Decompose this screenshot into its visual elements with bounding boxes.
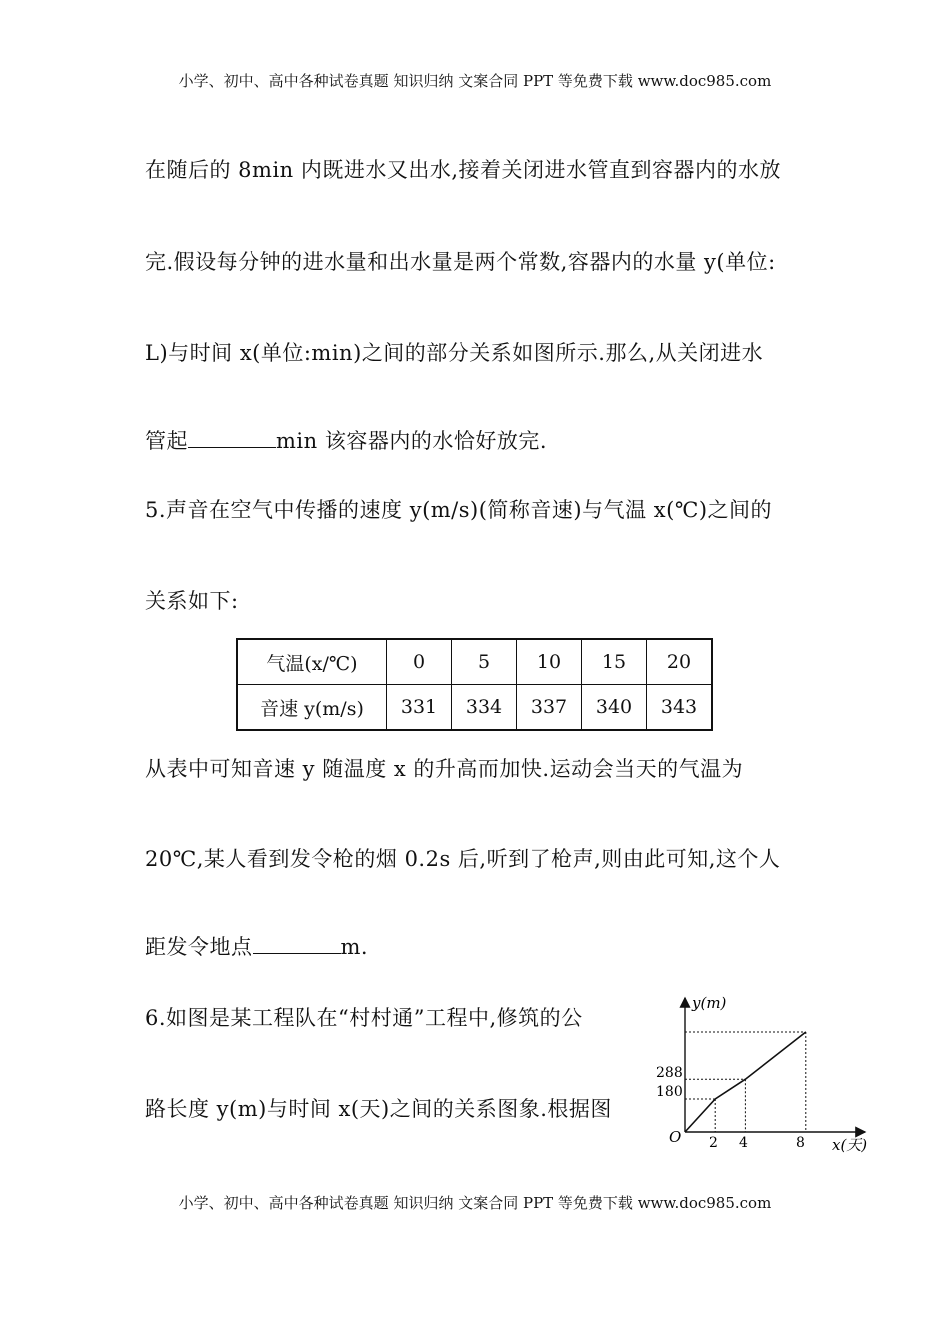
y-tick-label: 180: [656, 1084, 683, 1100]
table-cell: 331: [387, 685, 452, 731]
q5-line-3: 从表中可知音速 y 随温度 x 的升高而加快.运动会当天的气温为: [145, 757, 744, 781]
q4-line-4-pre: 管起: [145, 429, 188, 453]
table-cell: 20: [647, 639, 713, 685]
x-tick-label: 8: [796, 1135, 805, 1151]
table-row: [237, 639, 712, 685]
q5-line-1: 5.声音在空气中传播的速度 y(m/s)(简称音速)与气温 x(℃)之间的: [145, 498, 773, 522]
table-header-temperature: 气温(x/℃): [237, 639, 387, 685]
q4-answer-blank[interactable]: [188, 429, 276, 448]
table-cell: 340: [582, 685, 647, 731]
q4-line-4: [145, 425, 547, 455]
q6-line-2: 路长度 y(m)与时间 x(天)之间的关系图象.根据图: [145, 1097, 612, 1121]
table-row: [237, 685, 712, 731]
table-cell: 15: [582, 639, 647, 685]
x-tick-label: 2: [709, 1135, 718, 1151]
q4-line-2: 完.假设每分钟的进水量和出水量是两个常数,容器内的水量 y(单位:: [145, 250, 776, 274]
page-footer: 小学、初中、高中各种试卷真题 知识归纳 文案合同 PPT 等免费下载 www.doc985.com: [178, 1194, 772, 1212]
table-header-speed: 音速 y(m/s): [237, 685, 387, 731]
y-tick-label: 288: [656, 1065, 683, 1081]
x-axis-label: x(天): [832, 1136, 868, 1154]
table-cell: 0: [387, 639, 452, 685]
q4-line-3: L)与时间 x(单位:min)之间的部分关系如图所示.那么,从关闭进水: [145, 341, 764, 365]
table-cell: 343: [647, 685, 713, 731]
page-header: 小学、初中、高中各种试卷真题 知识归纳 文案合同 PPT 等免费下载 www.doc985.com: [178, 72, 772, 90]
q4-line-1: 在随后的 8min 内既进水又出水,接着关闭进水管直到容器内的水放: [145, 158, 782, 182]
speed-temperature-table: [236, 638, 713, 731]
q5-answer-blank[interactable]: [253, 935, 341, 954]
q5-line-5: [145, 931, 368, 961]
table-cell: 334: [452, 685, 517, 731]
table-cell: 337: [517, 685, 582, 731]
q5-line-2: 关系如下:: [145, 589, 239, 613]
q6-line-1: 6.如图是某工程队在“村村通”工程中,修筑的公: [145, 1006, 583, 1030]
q5-line-5-post: m.: [340, 935, 369, 959]
table-cell: 5: [452, 639, 517, 685]
q5-line-5-pre: 距发令地点: [145, 935, 253, 959]
origin-label: O: [669, 1128, 682, 1146]
q5-line-4: 20℃,某人看到发令枪的烟 0.2s 后,听到了枪声,则由此可知,这个人: [145, 847, 781, 871]
x-tick-label: 4: [739, 1135, 748, 1151]
q4-line-4-post: min 该容器内的水恰好放完.: [276, 429, 548, 453]
table-cell: 10: [517, 639, 582, 685]
road-length-chart: [656, 992, 880, 1162]
y-axis-label: y(m): [692, 994, 727, 1012]
